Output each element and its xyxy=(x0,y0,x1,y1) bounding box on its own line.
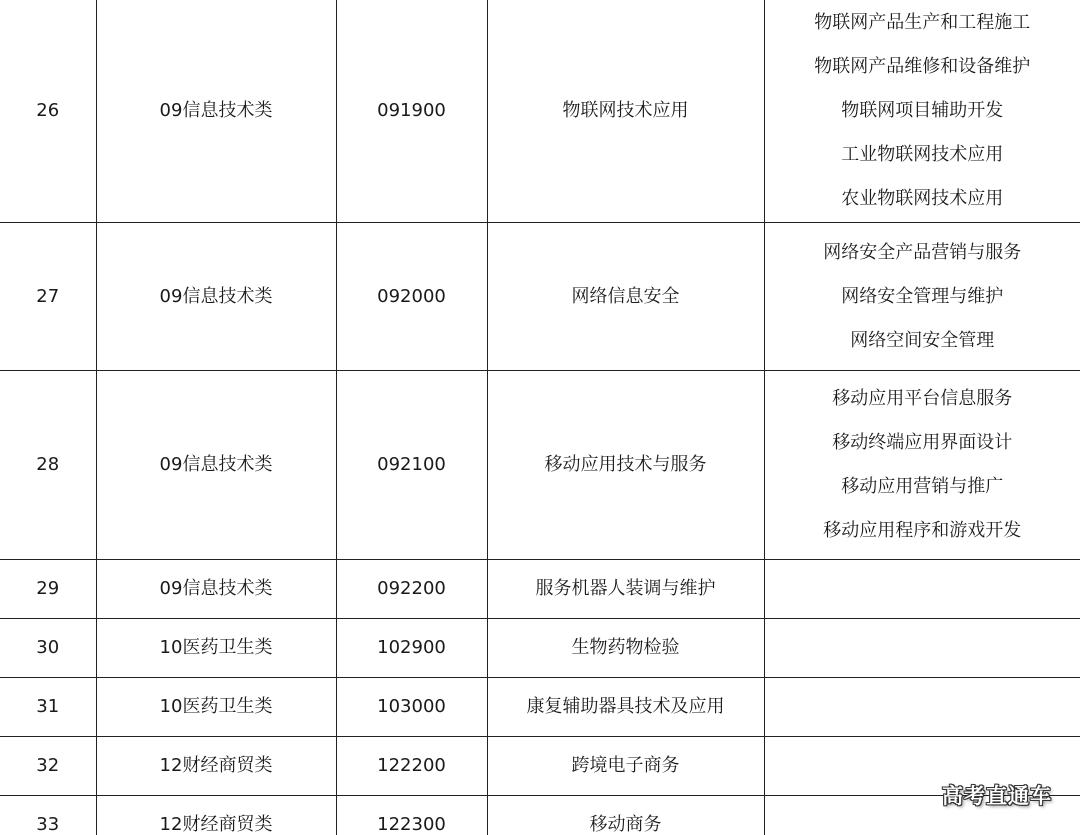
direction-item: 物联网项目辅助开发 xyxy=(841,100,1004,121)
major-cell: 移动应用技术与服务 xyxy=(487,371,764,560)
code-cell: 122300 xyxy=(336,796,487,835)
row-number: 28 xyxy=(0,371,96,560)
direction-item: 移动应用营销与推广 xyxy=(841,476,1004,497)
direction-item: 移动应用平台信息服务 xyxy=(832,388,1013,409)
direction-item: 网络安全管理与维护 xyxy=(841,285,1004,307)
code-cell: 102900 xyxy=(336,619,487,678)
major-cell: 物联网技术应用 xyxy=(487,0,764,223)
direction-cell xyxy=(764,560,1080,619)
row-number: 29 xyxy=(0,560,96,619)
code-cell: 091900 xyxy=(336,0,487,223)
table-row xyxy=(0,560,1080,619)
watermark-text: 高考直通车 xyxy=(942,784,1052,808)
table-row xyxy=(0,223,1080,371)
major-cell: 网络信息安全 xyxy=(487,223,764,371)
direction-item: 物联网产品生产和工程施工 xyxy=(814,12,1031,33)
code-cell: 092000 xyxy=(336,223,487,371)
direction-item: 农业物联网技术应用 xyxy=(841,188,1004,209)
direction-item: 物联网产品维修和设备维护 xyxy=(814,56,1031,77)
direction-item: 移动终端应用界面设计 xyxy=(832,432,1013,453)
table-row xyxy=(0,796,1080,835)
major-cell: 生物药物检验 xyxy=(487,619,764,678)
table-row xyxy=(0,737,1080,796)
code-cell: 122200 xyxy=(336,737,487,796)
row-number: 33 xyxy=(0,796,96,835)
direction-cell xyxy=(764,678,1080,737)
table-row xyxy=(0,678,1080,737)
direction-cell xyxy=(764,223,1080,371)
direction-item: 工业物联网技术应用 xyxy=(841,144,1004,165)
direction-item: 移动应用程序和游戏开发 xyxy=(823,520,1022,541)
direction-cell xyxy=(764,371,1080,560)
row-number: 30 xyxy=(0,619,96,678)
direction-cell xyxy=(764,619,1080,678)
direction-cell xyxy=(764,0,1080,223)
code-cell: 103000 xyxy=(336,678,487,737)
table-row xyxy=(0,371,1080,560)
category-cell: 09信息技术类 xyxy=(96,223,336,371)
table-row xyxy=(0,0,1080,223)
category-cell: 12财经商贸类 xyxy=(96,737,336,796)
major-cell: 跨境电子商务 xyxy=(487,737,764,796)
row-number: 26 xyxy=(0,0,96,223)
code-cell: 092100 xyxy=(336,371,487,560)
table-row xyxy=(0,619,1080,678)
category-cell: 09信息技术类 xyxy=(96,371,336,560)
category-cell: 10医药卫生类 xyxy=(96,619,336,678)
direction-item: 网络空间安全管理 xyxy=(850,329,995,351)
category-cell: 10医药卫生类 xyxy=(96,678,336,737)
major-cell: 服务机器人装调与维护 xyxy=(487,560,764,619)
direction-item: 网络安全产品营销与服务 xyxy=(823,241,1022,263)
code-cell: 092200 xyxy=(336,560,487,619)
major-cell: 康复辅助器具技术及应用 xyxy=(487,678,764,737)
category-cell: 09信息技术类 xyxy=(96,0,336,223)
row-number: 31 xyxy=(0,678,96,737)
category-cell: 09信息技术类 xyxy=(96,560,336,619)
category-cell: 12财经商贸类 xyxy=(96,796,336,835)
row-number: 32 xyxy=(0,737,96,796)
major-cell: 移动商务 xyxy=(487,796,764,835)
row-number: 27 xyxy=(0,223,96,371)
